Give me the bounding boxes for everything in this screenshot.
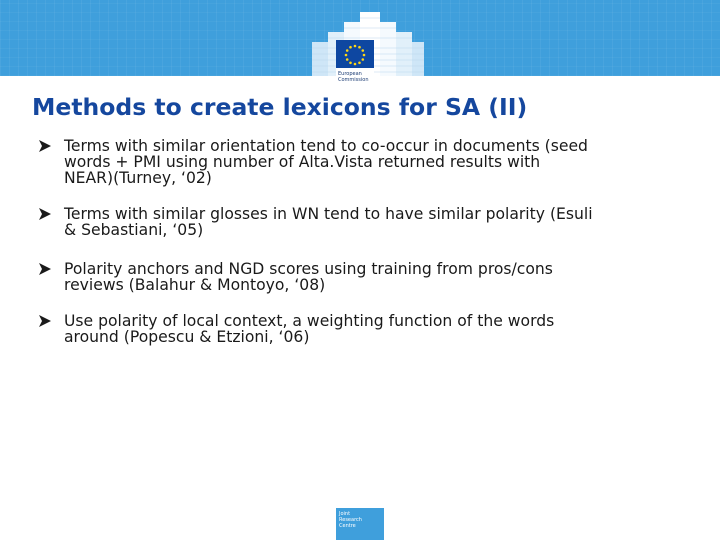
bullet-item [38,261,688,293]
bullet-text: Terms with similar orientation tend to co-occur in documents (seed words + PMI using number of Alta.Vista returned results with NEAR)(Turney, ‘02) [64,137,588,187]
arrow-bullet-icon [38,314,52,328]
european-commission-logo [336,40,374,92]
arrow-bullet-icon [38,262,52,276]
european-commission-logo-text: European Commission [338,71,369,83]
eu-flag-icon [336,40,374,68]
arrow-bullet-icon [38,139,52,153]
arrow-bullet-icon [38,207,52,221]
jrc-logo [336,508,384,540]
slide-title: Methods to create lexicons for SA (II) [32,93,528,121]
bullet-text: Use polarity of local context, a weighting function of the words around (Popescu & Etzioni, ‘06) [64,312,555,346]
bullet-text: Polarity anchors and NGD scores using training from pros/cons reviews (Balahur & Montoyo, ‘08) [64,260,553,294]
jrc-logo-text: Joint Research Centre [339,511,362,529]
bullet-item [38,313,688,345]
bullet-item [38,206,688,238]
bullet-text: Terms with similar glosses in WN tend to have similar polarity (Esuli & Sebastiani, ‘05) [64,205,593,239]
bullet-item [38,138,688,186]
